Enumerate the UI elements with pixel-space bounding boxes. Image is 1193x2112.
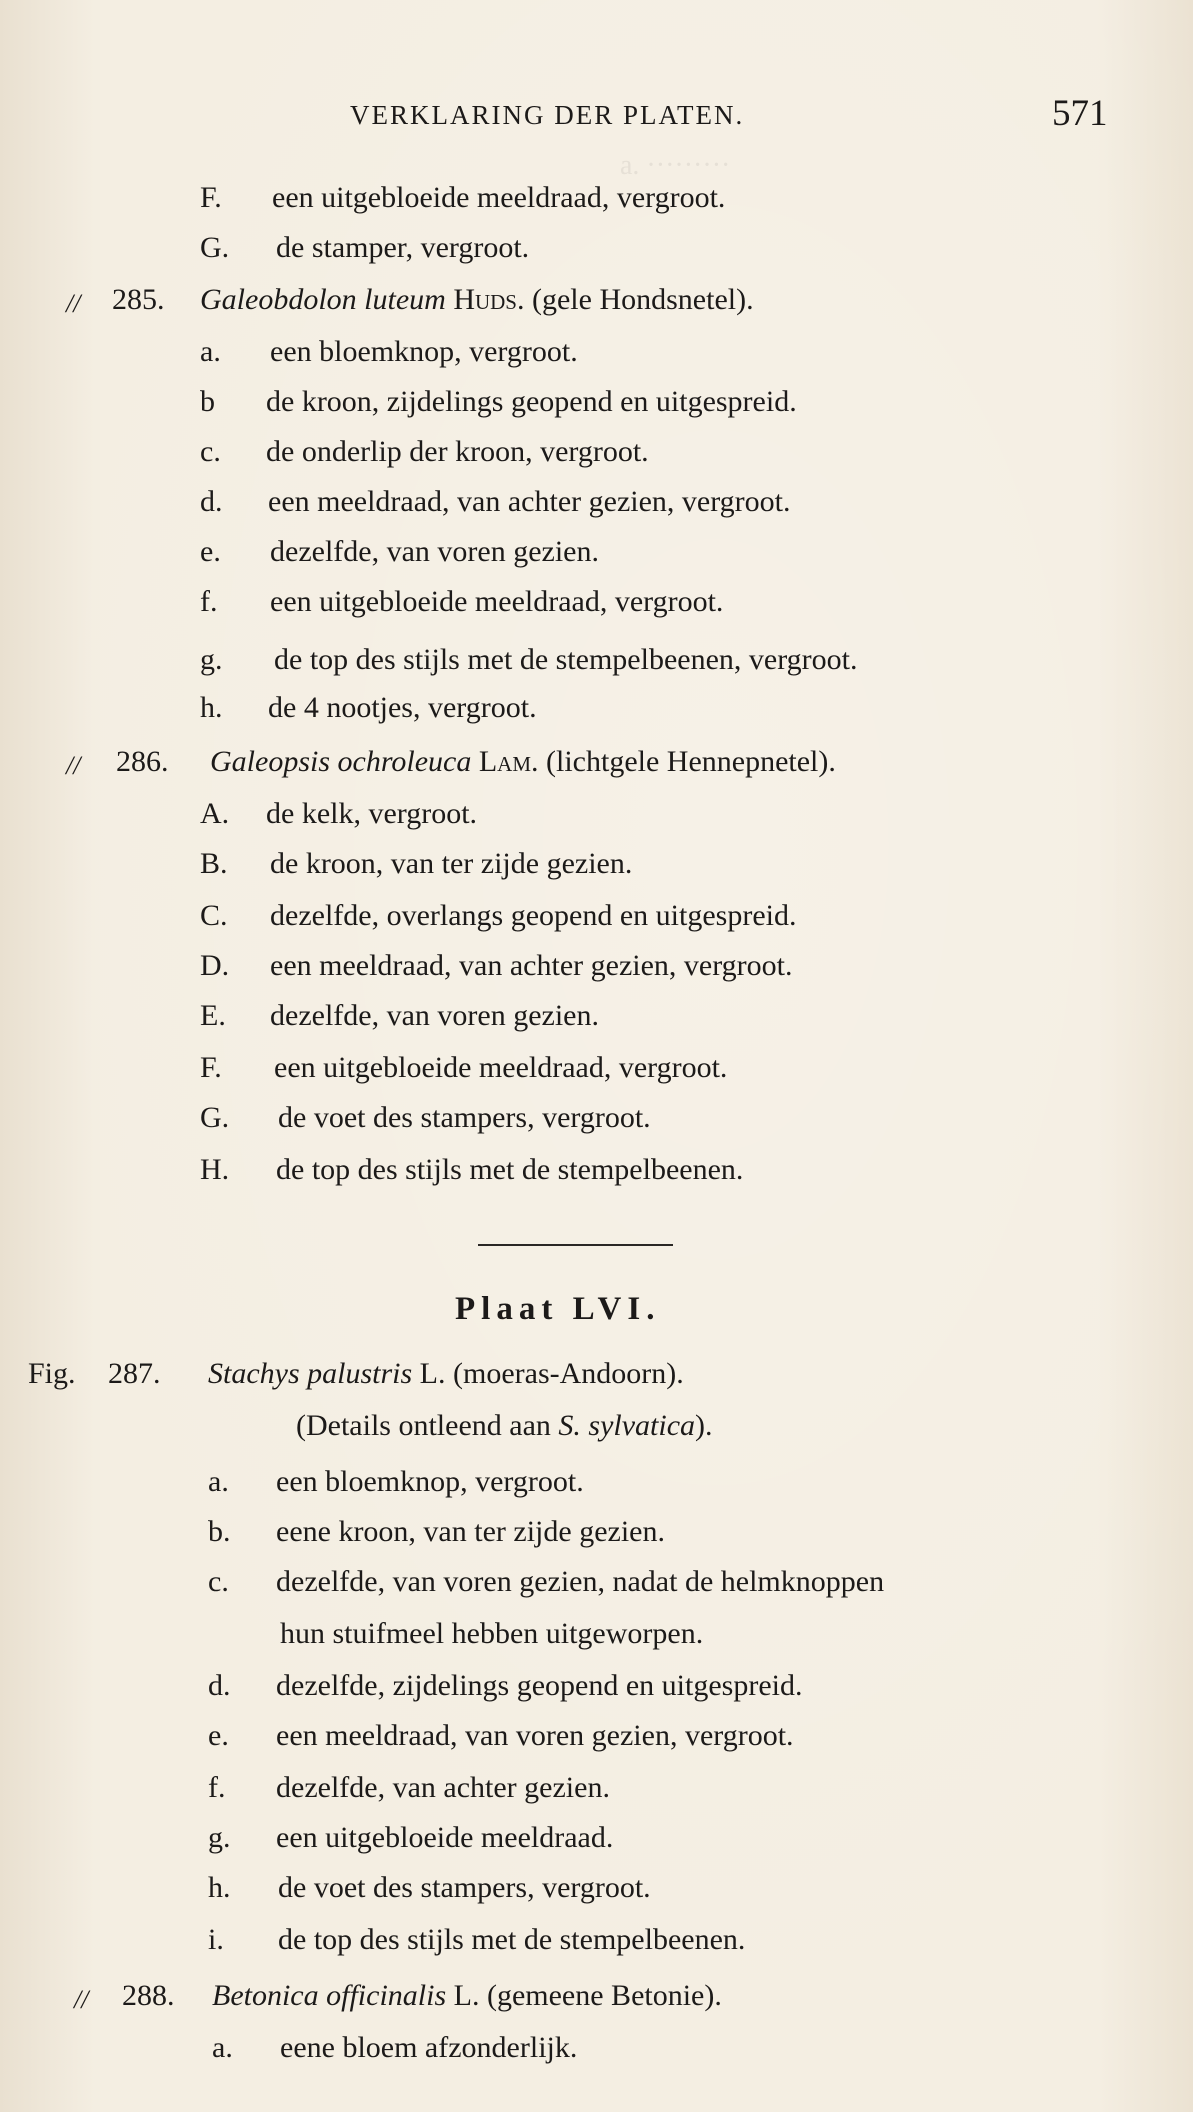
item-text: eene kroon, van ter zijde gezien. bbox=[276, 1515, 665, 1548]
item-text: een meeldraad, van achter gezien, vergroot. bbox=[268, 485, 791, 518]
item-text: een bloemknop, vergroot. bbox=[270, 335, 578, 368]
page-number: 571 bbox=[1052, 93, 1108, 134]
species-name: Betonica officinalis bbox=[212, 1979, 447, 2012]
figure-number: 286. bbox=[116, 745, 169, 778]
item-letter: d. bbox=[208, 1669, 231, 1702]
item-text: dezelfde, zijdelings geopend en uitgespreid. bbox=[276, 1669, 803, 1702]
item-letter: g. bbox=[208, 1821, 231, 1854]
item-letter: G. bbox=[200, 1101, 230, 1134]
item-text: dezelfde, van voren gezien, nadat de helmknoppen bbox=[276, 1565, 885, 1598]
item-text: de stamper, vergroot. bbox=[276, 231, 530, 264]
item-letter: a. bbox=[200, 335, 221, 368]
figure-number: 287. bbox=[108, 1357, 161, 1390]
item-letter: F. bbox=[200, 1051, 222, 1084]
ditto-mark: // bbox=[74, 1985, 89, 2014]
item-letter: c. bbox=[208, 1565, 229, 1598]
item-letter: E. bbox=[200, 999, 226, 1032]
item-letter: b bbox=[200, 385, 215, 418]
item-letter: h. bbox=[200, 691, 223, 724]
item-text: dezelfde, overlangs geopend en uitgespreid. bbox=[270, 899, 797, 932]
details-close: ). bbox=[695, 1409, 713, 1442]
item-text: eene bloem afzonderlijk. bbox=[280, 2031, 578, 2064]
item-letter: f. bbox=[200, 585, 218, 618]
item-letter: F. bbox=[200, 181, 222, 214]
item-text: de top des stijls met de stempelbeenen. bbox=[276, 1153, 744, 1186]
common-name: (gemeene Betonie). bbox=[486, 1979, 722, 2012]
item-text: hun stuifmeel hebben uitgeworpen. bbox=[280, 1617, 704, 1650]
item-letter: i. bbox=[208, 1923, 224, 1956]
running-header: VERKLARING DER PLATEN. bbox=[350, 100, 745, 130]
item-text: dezelfde, van voren gezien. bbox=[270, 999, 599, 1032]
item-text: een meeldraad, van achter gezien, vergroot. bbox=[270, 949, 793, 982]
item-letter: g. bbox=[200, 643, 223, 676]
species-author: L. bbox=[419, 1357, 446, 1390]
species-author: Huds. bbox=[453, 283, 525, 316]
species-name: Galeopsis ochroleuca bbox=[210, 745, 472, 778]
bleed-through: a. ········· bbox=[620, 150, 731, 181]
item-text: dezelfde, van voren gezien. bbox=[270, 535, 599, 568]
item-letter: H. bbox=[200, 1153, 230, 1186]
item-text: de kelk, vergroot. bbox=[266, 797, 478, 830]
details-species: S. sylvatica bbox=[558, 1409, 696, 1442]
item-letter: h. bbox=[208, 1871, 231, 1904]
item-letter: A. bbox=[200, 797, 230, 830]
item-text: de 4 nootjes, vergroot. bbox=[268, 691, 537, 724]
item-letter: c. bbox=[200, 435, 221, 468]
item-letter: e. bbox=[200, 535, 221, 568]
item-letter: a. bbox=[208, 1465, 229, 1498]
item-text: de kroon, van ter zijde gezien. bbox=[270, 847, 633, 880]
item-letter: d. bbox=[200, 485, 223, 518]
item-letter: f. bbox=[208, 1771, 226, 1804]
item-letter: b. bbox=[208, 1515, 231, 1548]
item-text: dezelfde, van achter gezien. bbox=[276, 1771, 610, 1804]
species-name: Galeobdolon luteum bbox=[200, 283, 446, 316]
details-open: (Details ontleend aan bbox=[296, 1409, 551, 1442]
item-letter: B. bbox=[200, 847, 228, 880]
section-divider bbox=[478, 1244, 673, 1246]
common-name: (lichtgele Hennepnetel). bbox=[546, 745, 836, 778]
item-text: de voet des stampers, vergroot. bbox=[278, 1871, 651, 1904]
item-letter: e. bbox=[208, 1719, 229, 1752]
item-text: de kroon, zijdelings geopend en uitgespreid. bbox=[266, 385, 797, 418]
item-text: de onderlip der kroon, vergroot. bbox=[266, 435, 649, 468]
item-text: een uitgebloeide meeldraad. bbox=[276, 1821, 614, 1854]
species-name: Stachys palustris bbox=[208, 1357, 413, 1390]
figure-number: 285. bbox=[112, 283, 165, 316]
item-text: de top des stijls met de stempelbeenen, vergroot. bbox=[274, 643, 858, 676]
item-text: de top des stijls met de stempelbeenen. bbox=[278, 1923, 746, 1956]
common-name: (gele Hondsnetel). bbox=[532, 283, 754, 316]
item-letter: a. bbox=[212, 2031, 233, 2064]
item-text: een uitgebloeide meeldraad, vergroot. bbox=[270, 585, 724, 618]
figure-prefix: Fig. bbox=[28, 1357, 76, 1390]
item-letter: G. bbox=[200, 231, 230, 264]
ditto-mark: // bbox=[66, 751, 81, 780]
figure-number: 288. bbox=[122, 1979, 175, 2012]
item-text: een bloemknop, vergroot. bbox=[276, 1465, 584, 1498]
item-letter: C. bbox=[200, 899, 228, 932]
species-author: Lam. bbox=[478, 745, 539, 778]
item-text: de voet des stampers, vergroot. bbox=[278, 1101, 651, 1134]
item-letter: D. bbox=[200, 949, 230, 982]
item-text: een uitgebloeide meeldraad, vergroot. bbox=[272, 181, 726, 214]
ditto-mark: // bbox=[66, 289, 81, 318]
species-author: L. bbox=[453, 1979, 480, 2012]
item-text: een meeldraad, van voren gezien, vergroot. bbox=[276, 1719, 794, 1752]
item-text: een uitgebloeide meeldraad, vergroot. bbox=[274, 1051, 728, 1084]
plate-heading: Plaat LVI. bbox=[455, 1291, 661, 1327]
common-name: (moeras-Andoorn). bbox=[453, 1357, 684, 1390]
